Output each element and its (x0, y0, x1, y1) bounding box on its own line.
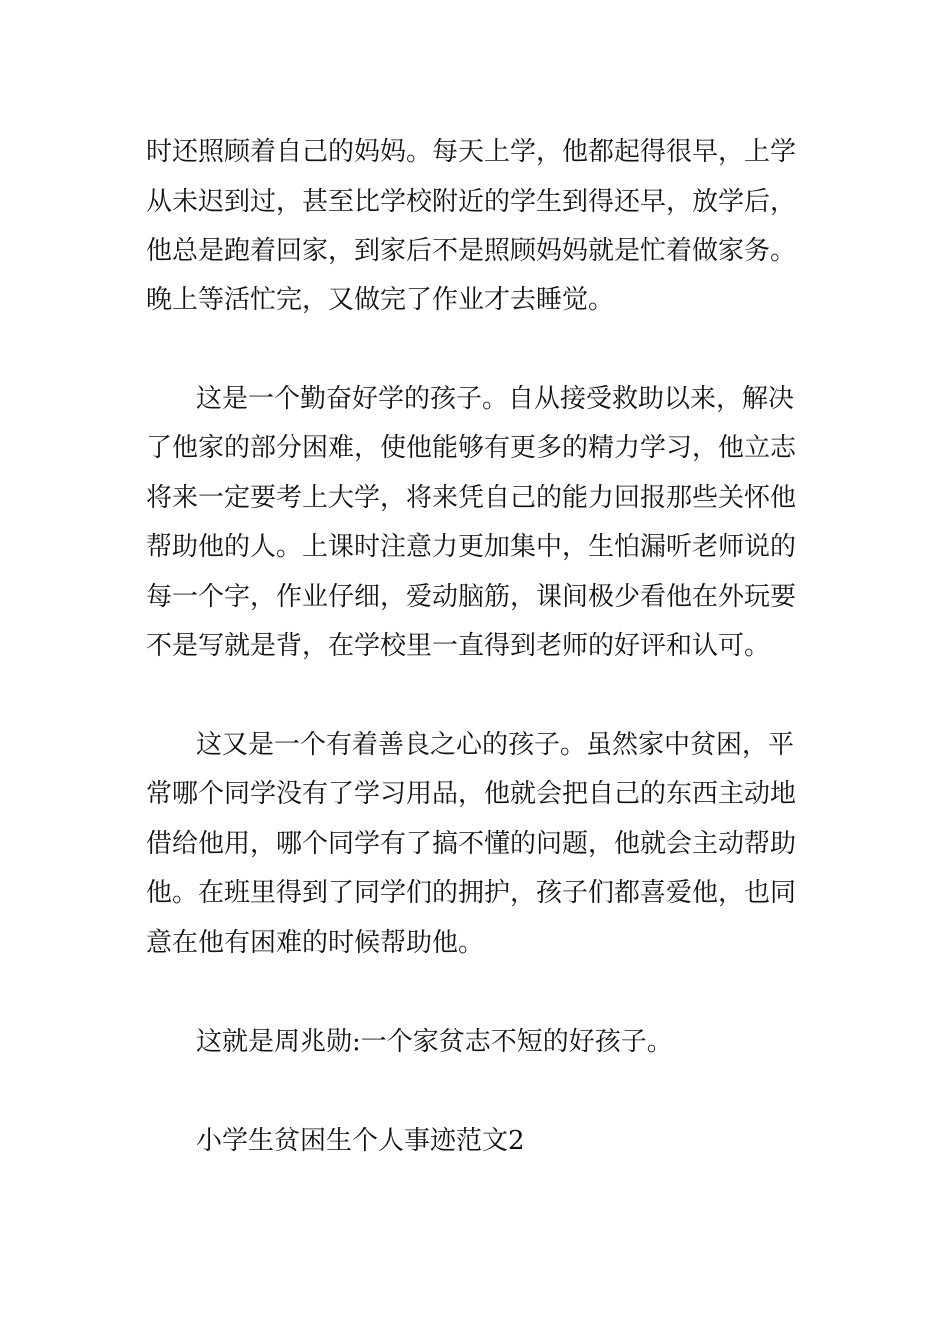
paragraph-4-line-1: 这就是周兆勋:一个家贫志不短的好孩子。 (196, 1027, 673, 1057)
paragraph-1-line-4: 晚上等活忙完，又做完了作业才去睡觉。 (146, 285, 615, 315)
section-heading: 小学生贫困生个人事迹范文2 (196, 1126, 525, 1156)
paragraph-3-line-5: 意在他有困难的时候帮助他。 (146, 928, 485, 958)
paragraph-2-line-5: 每一个字，作业仔细，爱动脑筋，课间极少看他在外玩要 (146, 582, 797, 612)
paragraph-3-line-4: 他。在班里得到了同学们的拥护，孩子们都喜爱他，也同 (146, 878, 797, 908)
paragraph-3-line-2: 常哪个同学没有了学习用品，他就会把自己的东西主动地 (146, 779, 797, 809)
paragraph-2-line-3: 将来一定要考上大学，将来凭自己的能力回报那些关怀他 (146, 483, 797, 513)
paragraph-2-line-2: 了他家的部分困难，使他能够有更多的精力学习，他立志 (146, 433, 797, 463)
paragraph-3-line-1: 这又是一个有着善良之心的孩子。虽然家中贫困，平 (196, 730, 795, 760)
paragraph-3-line-3: 借给他用，哪个同学有了搞不懂的问题，他就会主动帮助 (146, 829, 797, 859)
paragraph-1-line-3: 他总是跑着回家，到家后不是照顾妈妈就是忙着做家务。 (146, 236, 797, 266)
paragraph-2-line-1: 这是一个勤奋好学的孩子。自从接受救助以来，解决 (196, 384, 795, 414)
paragraph-2-line-4: 帮助他的人。上课时注意力更加集中，生怕漏听老师说的 (146, 532, 797, 562)
paragraph-2-line-6: 不是写就是背，在学校里一直得到老师的好评和认可。 (146, 631, 771, 661)
paragraph-1-line-1: 时还照顾着自己的妈妈。每天上学，他都起得很早，上学 (146, 137, 797, 167)
paragraph-1-line-2: 从未迟到过，甚至比学校附近的学生到得还早，放学后， (146, 187, 797, 217)
